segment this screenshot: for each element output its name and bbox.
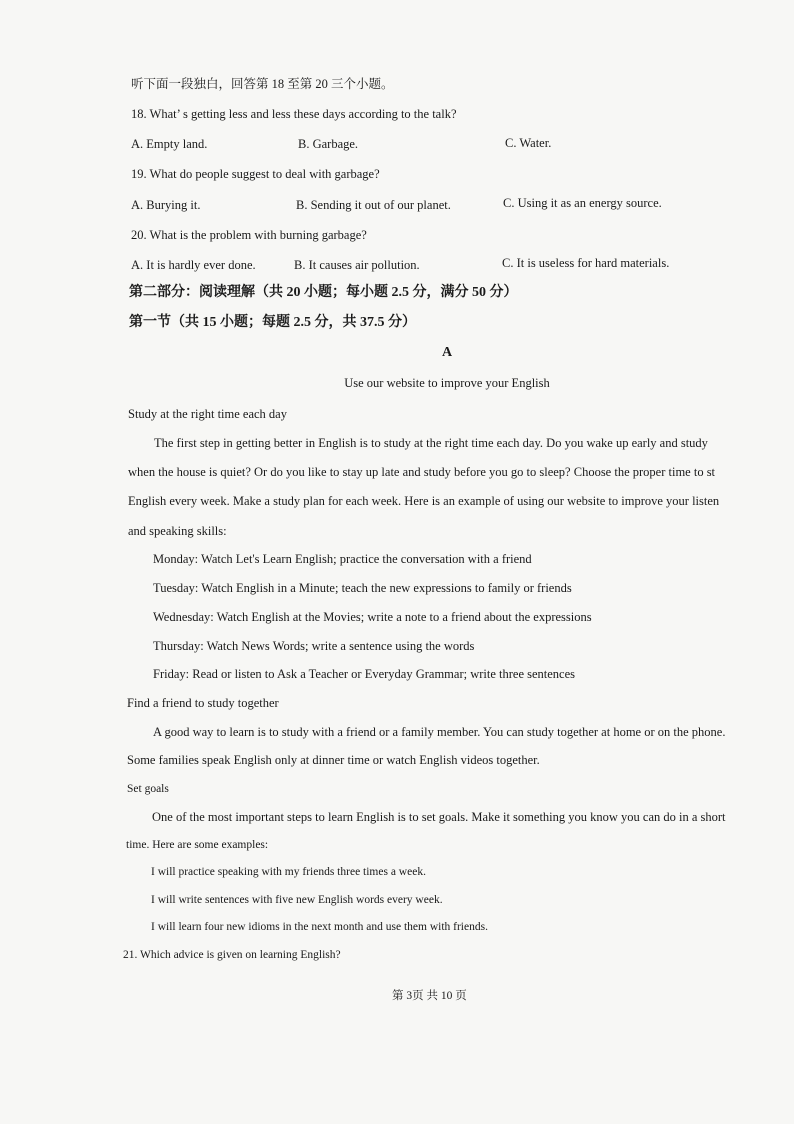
plan-tuesday: Tuesday: Watch English in a Minute; teach the new expressions to family or friends: [153, 581, 572, 595]
q20-option-c: C. It is useless for hard materials.: [502, 256, 670, 270]
question-20: 20. What is the problem with burning garbage?: [131, 228, 367, 242]
paragraph-line: Some families speak English only at dinner time or watch English videos together.: [127, 753, 540, 767]
subheading-set-goals: Set goals: [127, 783, 169, 795]
paragraph-line: English every week. Make a study plan for each week. Here is an example of using our website to improve your listen: [128, 494, 720, 508]
plan-friday: Friday: Read or listen to Ask a Teacher or Everyday Grammar; write three sentences: [153, 667, 576, 681]
q19-option-a: A. Burying it.: [131, 198, 201, 212]
goal-example: I will write sentences with five new English words every week.: [151, 894, 443, 906]
q19-option-c: C. Using it as an energy source.: [503, 196, 662, 210]
paragraph-line: The first step in getting better in English is to study at the right time each day. Do you wake up early and study: [154, 436, 708, 450]
question-19: 19. What do people suggest to deal with garbage?: [131, 167, 380, 181]
section-one-title: 第一节（共 15 小题；每题 2.5 分，共 37.5 分）: [129, 315, 416, 330]
question-21: 21. Which advice is given on learning English?: [123, 949, 341, 961]
page-footer: 第 3页 共 10 页: [392, 990, 467, 1002]
subheading-study-time: Study at the right time each day: [128, 407, 287, 421]
q18-option-a: A. Empty land.: [131, 137, 208, 151]
listening-instruction: 听下面一段独白，回答第 18 至第 20 三个小题。: [131, 77, 394, 91]
goal-example: I will practice speaking with my friends three times a week.: [151, 866, 426, 878]
q18-option-b: B. Garbage.: [298, 137, 359, 151]
passage-title: Use our website to improve your English: [344, 376, 550, 390]
paragraph-line: A good way to learn is to study with a friend or a family member. You can study together at home or on the phone.: [153, 725, 726, 739]
q20-option-b: B. It causes air pollution.: [294, 258, 420, 272]
question-18: 18. What’ s getting less and less these days according to the talk?: [131, 107, 457, 121]
q18-option-c: C. Water.: [505, 136, 552, 150]
q20-option-a: A. It is hardly ever done.: [131, 258, 256, 272]
paragraph-line: One of the most important steps to learn English is to set goals. Make it something you know you can do in a short: [152, 810, 726, 824]
plan-wednesday: Wednesday: Watch English at the Movies; write a note to a friend about the expressions: [153, 610, 592, 624]
paragraph-line: time. Here are some examples:: [126, 839, 269, 851]
paragraph-line: when the house is quiet? Or do you like to stay up late and study before you go to sleep? Choose the proper time to st: [128, 465, 716, 479]
plan-thursday: Thursday: Watch News Words; write a sentence using the words: [153, 639, 475, 653]
goal-example: I will learn four new idioms in the next month and use them with friends.: [151, 921, 488, 933]
passage-label: A: [441, 345, 453, 360]
plan-monday: Monday: Watch Let's Learn English; practice the conversation with a friend: [153, 552, 532, 566]
part-two-title: 第二部分：阅读理解（共 20 小题；每小题 2.5 分，满分 50 分）: [129, 285, 518, 300]
paragraph-line: and speaking skills:: [128, 524, 227, 538]
q19-option-b: B. Sending it out of our planet.: [296, 198, 451, 212]
subheading-find-friend: Find a friend to study together: [127, 696, 279, 710]
